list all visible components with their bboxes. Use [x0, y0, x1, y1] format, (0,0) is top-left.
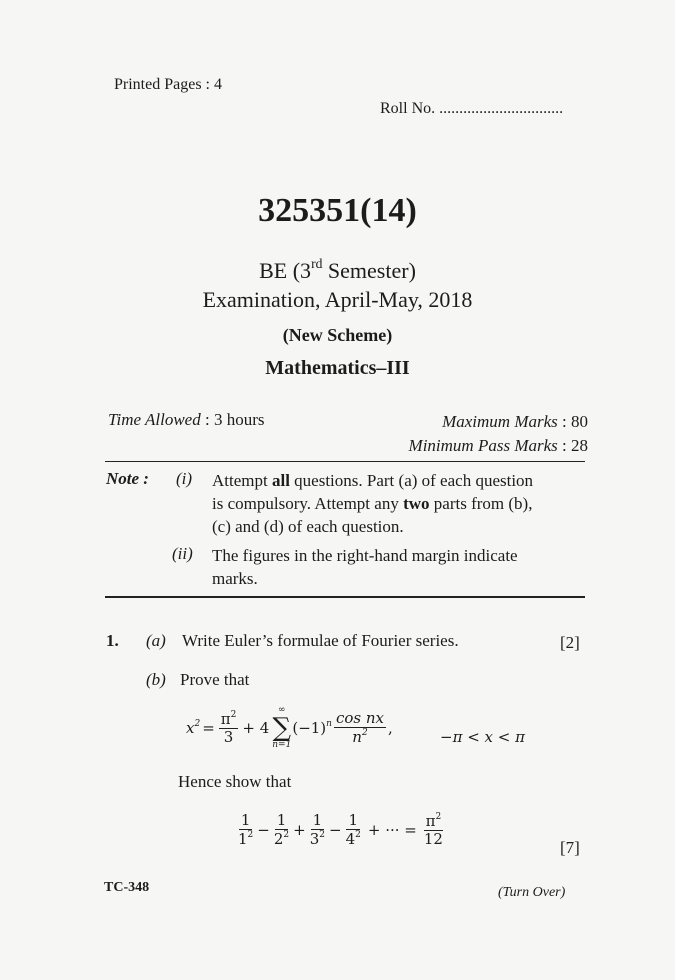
den-2: 2 — [273, 830, 284, 849]
turn-over: (Turn Over) — [498, 885, 566, 900]
time-value: : 3 hours — [200, 410, 265, 429]
divider-bottom — [105, 596, 585, 598]
scheme: (New Scheme) — [282, 325, 393, 345]
term-4: $\frac{1}{4^2}$ — [345, 811, 361, 849]
pi-symbol: π — [220, 709, 231, 728]
course-sup: rd — [311, 256, 323, 271]
num-3: 1 — [312, 811, 323, 829]
time-label: Time Allowed — [108, 410, 201, 429]
min-value: : 28 — [557, 436, 588, 455]
note-item-2-line-2: marks. — [212, 569, 258, 588]
note-text: is compulsory. Attempt any — [212, 494, 404, 513]
num-1: 1 — [240, 811, 251, 829]
part-a-marks: [2] — [560, 633, 580, 652]
three: 3 — [223, 728, 234, 747]
num-4: 1 — [348, 811, 358, 829]
n-var: n — [352, 728, 362, 747]
formula-fourier-series: $x^2$ = $\frac{\pi^2}{3}$ + 4 ∞ ∑ n=1 $(-1)^n$ $\frac{\text{cos nx}}{n^2}$ , — [186, 705, 393, 750]
lhs-var: x — [186, 719, 195, 738]
den-3: 3 — [309, 830, 320, 849]
part-b-text: Prove that — [180, 670, 250, 689]
course-title — [0, 256, 675, 284]
formula-series-sum: $\frac{1}{1^2}$ − $\frac{1}{2^2}$ + $\frac{1}{3^2}$ − $\frac{1}{4^2}$ + ··· = $\frac{\pi^2}{12}$ — [238, 811, 443, 849]
max-value: : 80 — [557, 412, 588, 431]
subject: Mathematics–III — [265, 357, 410, 379]
max-label: Maximum Marks — [442, 412, 558, 431]
min-label: Minimum Pass Marks — [408, 436, 558, 455]
den-4: 4 — [345, 830, 356, 849]
note-label: Note : — [106, 469, 149, 488]
note-text: Attempt — [212, 471, 272, 490]
course-pre: BE (3 — [259, 258, 312, 284]
formula-range: −π < x < π — [440, 728, 525, 746]
note-bold: all — [271, 471, 290, 490]
paper-code: 325351(14) — [258, 192, 417, 229]
twelve: 12 — [423, 830, 443, 849]
roll-no: Roll No. ............................... — [380, 100, 564, 117]
sign-term — [292, 719, 332, 737]
course-post: Semester) — [322, 258, 416, 284]
summation-symbol: ∞ ∑ n=1 — [272, 705, 292, 750]
question-number: 1. — [106, 631, 119, 650]
sum-lower: n=1 — [272, 740, 292, 750]
term-2: $\frac{1}{2^2}$ — [273, 811, 290, 849]
hence-text: Hence show that — [178, 772, 292, 791]
part-b-marks: [7] — [560, 838, 580, 857]
note-text: parts from (b), — [429, 494, 533, 513]
exponent-n: n — [326, 718, 332, 729]
exam-title: Examination, April-May, 2018 — [202, 287, 473, 312]
note-item-1 — [212, 469, 592, 538]
part-b-label: (b) — [146, 670, 166, 689]
note-item-1-line-2 — [212, 492, 592, 515]
note-item-2-line-1: The figures in the right-hand margin indicate — [212, 546, 518, 565]
fraction-cos-over-n-squared: $\frac{\text{cos nx}}{n^2}$ — [335, 708, 384, 747]
part-a-label: (a) — [146, 631, 166, 650]
fraction-pi-squared-over-three: $\frac{\pi^2}{3}$ — [220, 709, 237, 747]
den-1: 1 — [238, 830, 248, 849]
footer-code: TC-348 — [104, 880, 150, 895]
time-allowed — [108, 410, 264, 430]
note-text: questions. Part (a) of each question — [289, 471, 534, 490]
note-item-1-line-3: (c) and (d) of each question. — [212, 517, 404, 536]
note-item-2 — [212, 544, 592, 590]
series-tail: + ··· = — [367, 821, 417, 840]
fraction-pi-squared-over-twelve: $\frac{\pi^2}{12}$ — [423, 812, 443, 849]
plus-four: + 4 — [242, 719, 270, 737]
pi-symbol-2: π — [425, 812, 436, 831]
note-item-1-num: (i) — [176, 469, 193, 488]
term-1: $\frac{1}{1^2}$ — [238, 811, 254, 849]
formula-lhs: $x^2$ — [186, 718, 201, 738]
minimum-pass-marks — [409, 436, 588, 456]
note-bold: two — [403, 494, 430, 513]
minus-one: (−1) — [292, 719, 327, 738]
maximum-marks — [442, 412, 588, 432]
part-a-text: Write Euler’s formulae of Fourier series. — [182, 631, 459, 650]
note-item-2-num: (ii) — [172, 544, 193, 563]
sum-upper: ∞ — [278, 705, 286, 715]
divider-top — [105, 461, 585, 462]
num-2: 1 — [276, 811, 287, 829]
term-3: $\frac{1}{3^2}$ — [309, 811, 325, 849]
note-item-1-line-1 — [212, 469, 592, 492]
printed-pages: Printed Pages : 4 — [114, 76, 222, 93]
cos-nx: cos nx — [335, 708, 384, 727]
